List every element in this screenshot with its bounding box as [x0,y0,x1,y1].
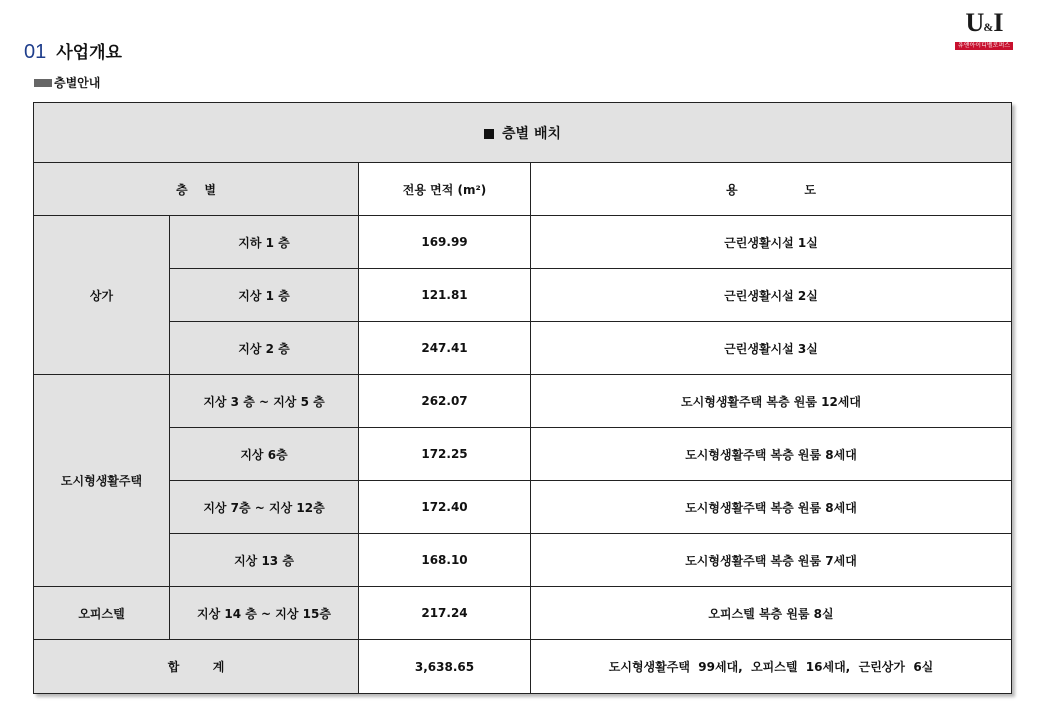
sub-title [34,74,100,91]
use-cell: 오피스텔 복층 원룸 8실 [531,587,1012,640]
floor-cell: 지상 2 층 [170,322,359,375]
table-row [34,322,1012,375]
section-number: 01 [24,41,47,63]
area-cell: 169.99 [359,216,531,269]
floor-cell: 지상 6층 [170,428,359,481]
use-cell: 근린생활시설 1실 [531,216,1012,269]
logo-subtext: 유앤아이디벨로퍼스 [955,42,1013,50]
table-row [34,269,1012,322]
area-cell: 121.81 [359,269,531,322]
area-cell: 217.24 [359,587,531,640]
floor-cell: 지상 13 층 [170,534,359,587]
table-caption-text: 층별 배치 [502,125,562,142]
header-area: 전용 면적 (m²) [359,163,531,216]
table-row [34,481,1012,534]
group-label: 상가 [34,216,170,375]
table-row [34,375,1012,428]
use-cell: 도시형생활주택 복층 원룸 12세대 [531,375,1012,428]
total-use: 도시형생활주택 99세대, 오피스텔 16세대, 근린상가 6실 [531,640,1012,694]
section-title [24,38,122,64]
square-bullet-icon [484,129,494,139]
total-row [34,640,1012,694]
table-row [34,534,1012,587]
header-use: 용 도 [531,163,1012,216]
area-cell: 172.25 [359,428,531,481]
use-cell: 근린생활시설 2실 [531,269,1012,322]
table-row [34,428,1012,481]
area-cell: 247.41 [359,322,531,375]
company-logo [955,8,1013,49]
total-area: 3,638.65 [359,640,531,694]
use-cell: 근린생활시설 3실 [531,322,1012,375]
floor-cell: 지상 3 층 ~ 지상 5 층 [170,375,359,428]
table-row [34,216,1012,269]
header-floor: 층 별 [34,163,359,216]
floor-cell: 지하 1 층 [170,216,359,269]
floor-layout-table [33,102,1012,694]
sub-title-label: 층별안내 [54,76,101,90]
logo-wordmark: U&I [965,8,1003,37]
floor-cell: 지상 7층 ~ 지상 12층 [170,481,359,534]
use-cell: 도시형생활주택 복층 원룸 7세대 [531,534,1012,587]
floor-cell: 지상 1 층 [170,269,359,322]
section-name: 사업개요 [56,43,122,63]
use-cell: 도시형생활주택 복층 원룸 8세대 [531,428,1012,481]
group-label: 오피스텔 [34,587,170,640]
table-caption [34,103,1012,163]
floor-cell: 지상 14 층 ~ 지상 15층 [170,587,359,640]
area-cell: 262.07 [359,375,531,428]
total-label: 합 계 [34,640,359,694]
area-cell: 172.40 [359,481,531,534]
area-cell: 168.10 [359,534,531,587]
sub-title-marker [34,79,52,87]
table-row [34,587,1012,640]
group-label: 도시형생활주택 [34,375,170,587]
use-cell: 도시형생활주택 복층 원룸 8세대 [531,481,1012,534]
